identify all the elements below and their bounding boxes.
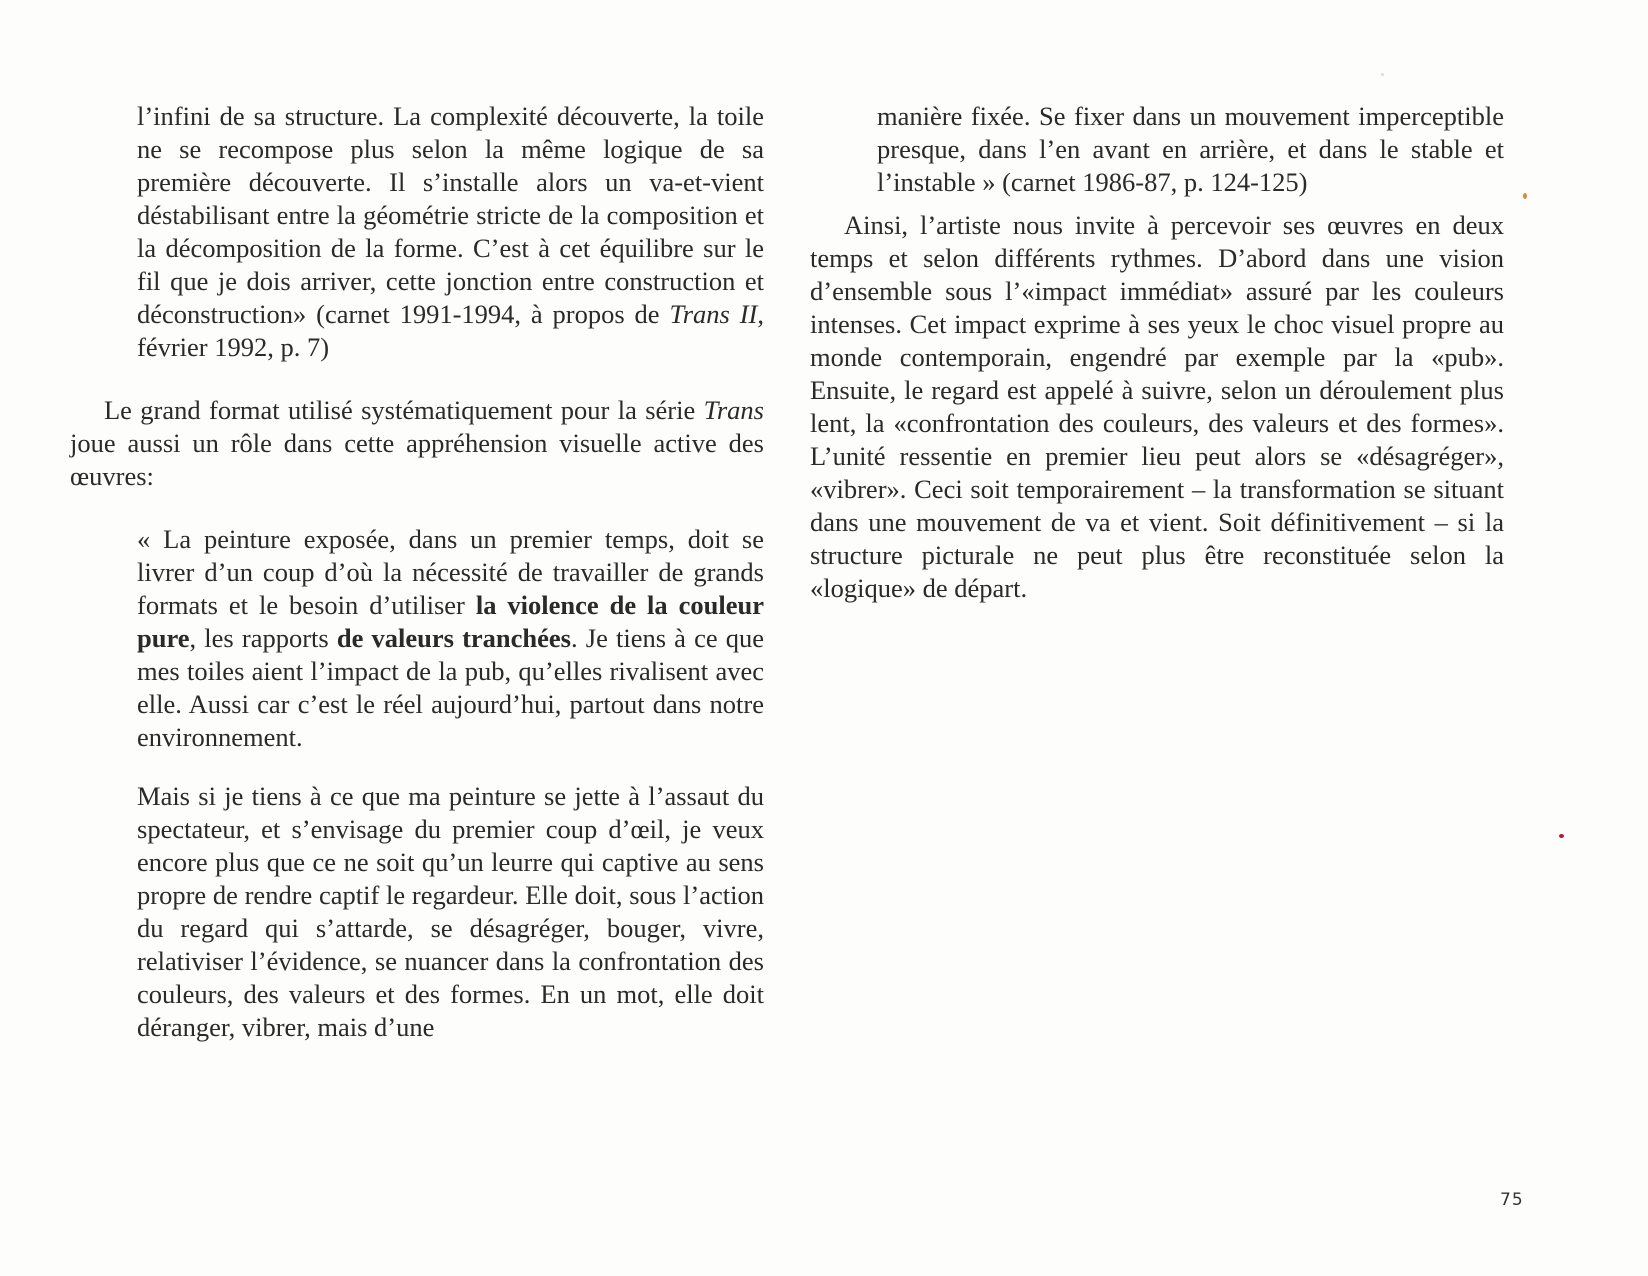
emphasis-text: de valeurs tranchées [336,623,571,653]
left-column [70,100,764,1044]
citation-end: , février 1992, p. 7) [137,299,764,362]
right-column [810,100,1504,605]
body-paragraph: Le grand format utilisé systématiquement pour la série Trans joue aussi un rôle dans cette appréhension visuelle active des œuvres: [70,395,764,491]
quote-text: l’infini de sa structure. La complexité découverte, la toile ne se recompose plus selon la même logique de sa première découverte. Il s’installe alors un va-et-vient déstabilisant entre la géométrie stricte de la composition et la décomposition de la forme. C’est à cet équilibre sur le fil que je dois arriver, cette jonction entre construction et déconstruction» (carnet 1991-1994, à propos de [137,101,764,329]
ink-speck [1523,193,1527,199]
ink-speck [1559,834,1564,838]
block-quote: Mais si je tiens à ce que ma peinture se jette à l’assaut du spectateur, et s’envisage du premier coup d’œil, je veux encore plus que ce ne soit qu’un leurre qui captive au sens propre de rendre captif le regardeur. Elle doit, sous l’action du regard qui s’attarde, se désagréger, bouger, vivre, relativiser l’évidence, se nuancer dans la confrontation des couleurs, des valeurs et des formes. En un mot, elle doit déranger, vibrer, mais d’une [137,781,764,1042]
work-title: Trans II [669,299,758,329]
series-title: Trans [703,395,764,425]
body-paragraph: Ainsi, l’artiste nous invite à percevoir ses œuvres en deux temps et selon différents rythmes. D’abord dans une vision d’ensemble sous l’«impact immédiat» assuré par les couleurs intenses. Cet impact exprime à ses yeux le choc visuel propre au monde contemporain, engendré par exemple par la «pub». Ensuite, le regard est appelé à suivre, selon un déroulement plus lent, la «confrontation des couleurs, des valeurs et des formes». L’unité ressentie en premier lieu peut alors se «désagréger», «vibrer». Ceci soit temporairement – la transformation se situant dans une mouvement de va et vient. Soit définitivement – si la structure picturale ne peut plus être reconstituée selon la «logique» de départ. [810,210,1504,603]
block-quote: « La peinture exposée, dans un premier temps, doit se livrer d’un coup d’où la nécessité de travailler de grands formats et le besoin d’utiliser la violence de la couleur pure, les rapports de valeurs tranchées. Je tiens à ce que mes toiles aient l’impact de la pub, qu’elles rivalisent avec elle. Aussi car c’est le réel aujourd’hui, partout dans notre environnement. [137,524,764,752]
ink-speck [1381,73,1384,76]
page-number: 75 [1500,1190,1524,1210]
quote-continuation [70,100,764,364]
emphasis-text: la violence de la couleur pure [137,590,764,653]
quote-continuation: manière fixée. Se fixer dans un mouvement imperceptible presque, dans l’en avant en arrière, et dans le stable et l’instable » (carnet 1986-87, p. 124-125) [877,101,1504,197]
